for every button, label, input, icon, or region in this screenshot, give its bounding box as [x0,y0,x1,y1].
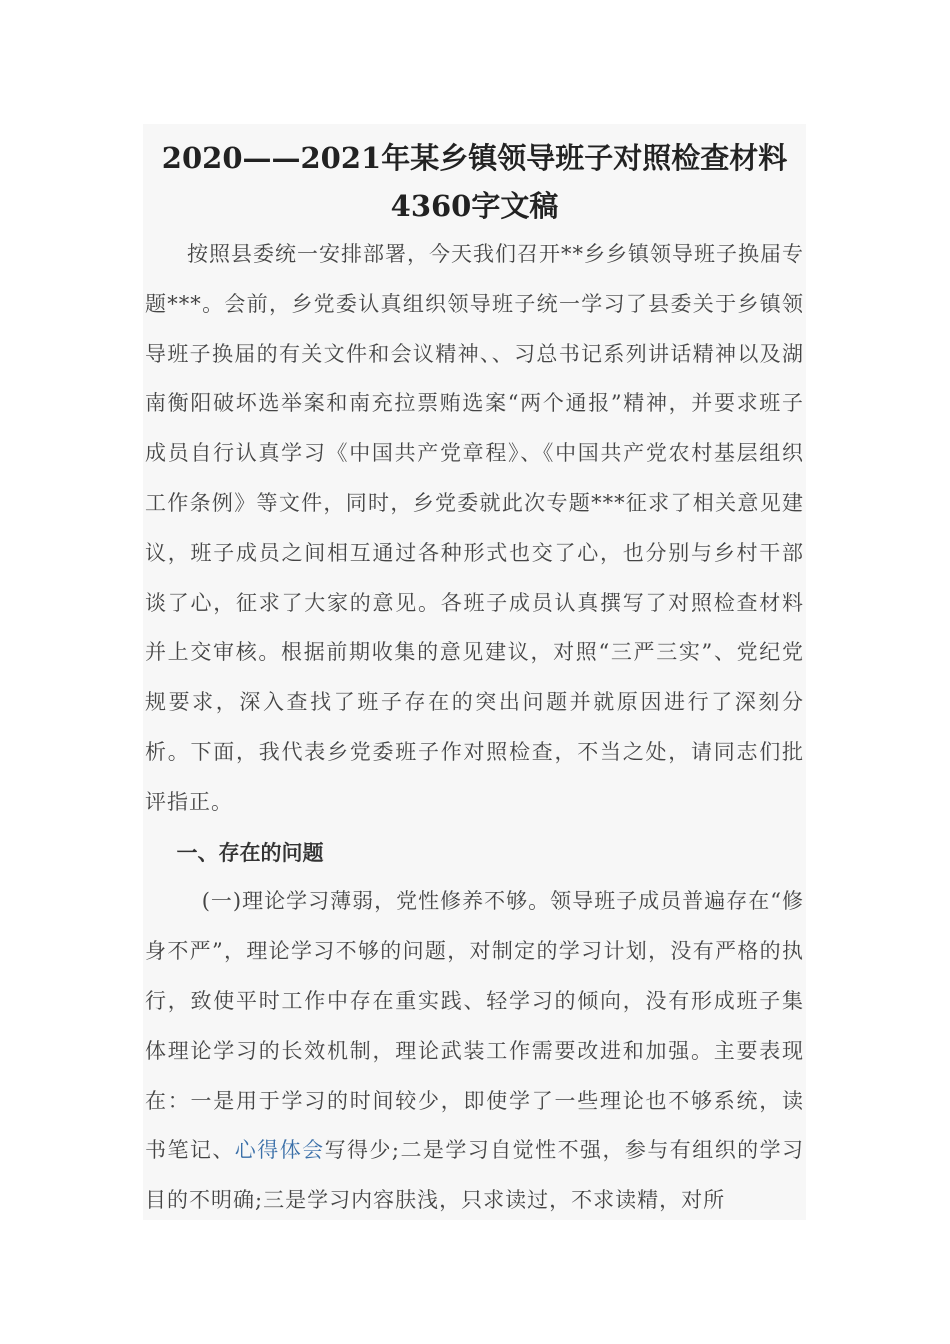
section1-paragraph [143,877,806,1220]
section1-text-before-link: (一)理论学习薄弱，党性修养不够。领导班子成员普遍存在“修身不严”，理论学习不够的问题，对制定的学习计划，没有严格的执行，致使平时工作中存在重实践、轻学习的倾向，没有形成班子集体理论学习的长效机制，理论武装工作需要改进和加强。主要表现在：一是用于学习的时间较少，即使学了一些理论也不够系统，读书笔记、 [145,889,804,1163]
intro-paragraph: 按照县委统一安排部署，今天我们召开**乡乡镇领导班子换届专题***。会前，乡党委认真组织领导班子统一学习了县委关于乡镇领导班子换届的有关文件和会议精神、、习总书记系列讲话精神以及湖南衡阳破坏选举案和南充拉票贿选案“两个通报”精神，并要求班子成员自行认真学习《中国共产党章程》、《中国共产党农村基层组织工作条例》等文件，同时，乡党委就此次专题***征求了相关意见建议，班子成员之间相互通过各种形式也交了心，也分别与乡村干部谈了心，征求了大家的意见。各班子成员认真撰写了对照检查材料并上交审核。根据前期收集的意见建议，对照“三严三实”、党纪党规要求，深入查找了班子存在的突出问题并就原因进行了深刻分析。下面，我代表乡党委班子作对照检查，不当之处，请同志们批评指正。 [145,242,804,814]
document-title: 2020——2021年某乡镇领导班子对照检查材料4360字文稿 [161,141,788,223]
section-heading-problems: 一、存在的问题 [176,839,324,865]
section1-text-after-link: 写得少;二是学习自觉性不强，参与有组织的学习目的不明确;三是学习内容肤浅，只求读过，不求读精，对所 [145,1138,805,1213]
document-page [143,124,806,1220]
xinde-tihui-link[interactable]: 心得体会 [234,1138,325,1163]
